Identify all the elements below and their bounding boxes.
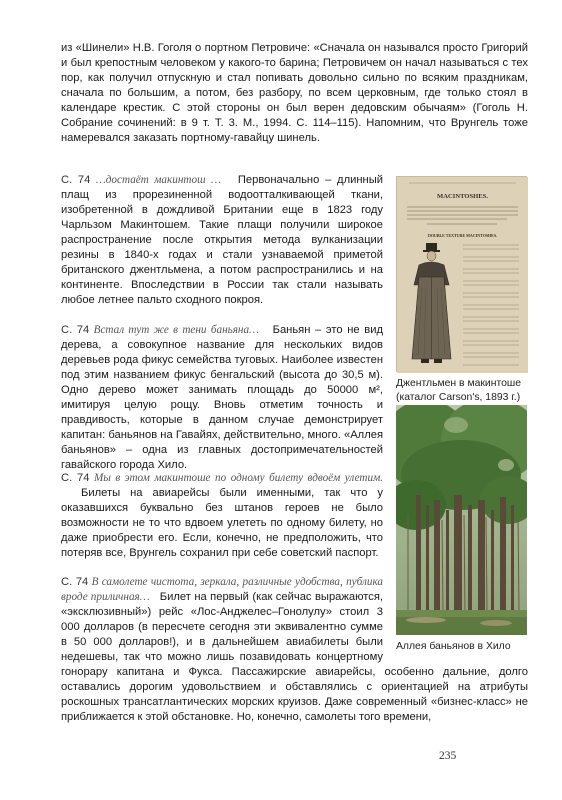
figure-caption: Аллея баньянов в Хило	[396, 641, 511, 652]
entry-tickets	[61, 471, 383, 561]
intro-text: из «Шинели» Н.В. Гоголя о портном Петровиче: «Сначала он назывался просто Григорий и был крепостным человеком у какого-то барина; Петровичем он начал называться с тех пор, как получил отпускную и стал попивать довольно сильно по всяким праздникам, сначала по большим, а потом, без разбору, по всем церковным, где только стоял в календаре крестик. С этой стороны он был верен дедовским обычаям» (Гоголь Н. Собрание сочинений: в 9 т. Т. 3. М., 1994. С. 114–115). Напомним, что Врунгель тоже намеревался заказать портному-гавайцу шинель.	[61, 42, 528, 144]
entry-page-ref: С. 74	[61, 472, 90, 484]
entry-body: Билеты на авиарейсы были именными, так что у оказавшихся буквально без штанов героев не было возможности не то что вдвоем улететь по одному билету, но даже приобрести его. Если, конечно, не предположить, что потеряв все, Врунгель сохранил при себе советский паспорт.	[61, 487, 383, 559]
catalog-subheader: DOUBLE TEXTURE MACINTOSHES.	[427, 233, 498, 238]
catalog-header: MACINTOSHES.	[437, 193, 488, 200]
entry-page-ref: С. 74	[61, 576, 89, 588]
intro-paragraph	[61, 41, 528, 146]
entry-quote: Мы в этом макинтоше по одному билету вдвоём улетим.	[93, 472, 384, 484]
banyan-avenue-image	[396, 405, 527, 635]
entry-quote: …достаёт макинтош …	[95, 174, 221, 186]
entry-reference	[61, 472, 383, 484]
entry-quote: В самолете чистота, зеркала, различные удобства, публика вроде приличная…	[61, 576, 383, 603]
entry-reference	[61, 174, 226, 186]
entry-mackintosh	[61, 173, 383, 308]
entry-banyan	[61, 323, 383, 473]
entry-body: Билет на первый (как сейчас выражаются, «эксклюзивный») рейс «Лос-Анджелес–Гонолулу» стоил 3 000 долларов (в пересчете сегодня эти эквивалентно сумме в 50 000 долларов!), и в дальнейшем авиабилеты были недешевы, так что можно лишь позавидовать концертному гонорару капитана и Фукса. Пассажирские авиарейсы, особенно дальние, долго оставались дорогим удовольствием и обставлялись с ориентацией на атрибуты роскошных трансатлантических морских круизов. Даже современный «бизнес-класс» не приближается к этой обстановке. Но, конечно, самолеты того времени,	[61, 591, 528, 723]
entry-body: Первоначально – длинный плащ из прорезиненной водоотталкивающей ткани, изобретенной в дождливой Британии еще в 1823 году Чарльзом Макинтошем. Такие плащи получили широкое распространение после открытия метода вулканизации резины в 1840-х годах и стали узнаваемой приметой британского джентльмена, а потом распространились и на континенте. Впоследствии в России так стали называть любое летнее пальто сходного покроя.	[61, 174, 383, 306]
entry-body: Баньян – это не вид дерева, а совокупное название для нескольких видов деревьев рода фикус семейства туговых. Наиболее известен под этим названием фикус бенгальский (высота до 30,5 м). Одно дерево может занимать площадь до 50000 м², имитируя целую рощу. Вновь отметим точность и правдивость, которые в данном случае демонстрирует капитан: баньянов на Гавайях, действительно, много. «Аллея баньянов» – одна из главных достопримечательностей гавайского города Хило.	[61, 324, 383, 471]
entry-reference	[61, 324, 263, 336]
mackintosh-catalog-image	[396, 176, 527, 372]
entry-page-ref: С. 74	[61, 324, 90, 336]
entry-quote: Встал тут же в тени баньяна…	[93, 324, 259, 336]
figure-caption: Джентльмен в макинтоше (каталог Carson's, 1893 г.)	[396, 378, 522, 403]
page-number: 235	[439, 750, 457, 762]
entry-page-ref: С. 74	[61, 174, 91, 186]
